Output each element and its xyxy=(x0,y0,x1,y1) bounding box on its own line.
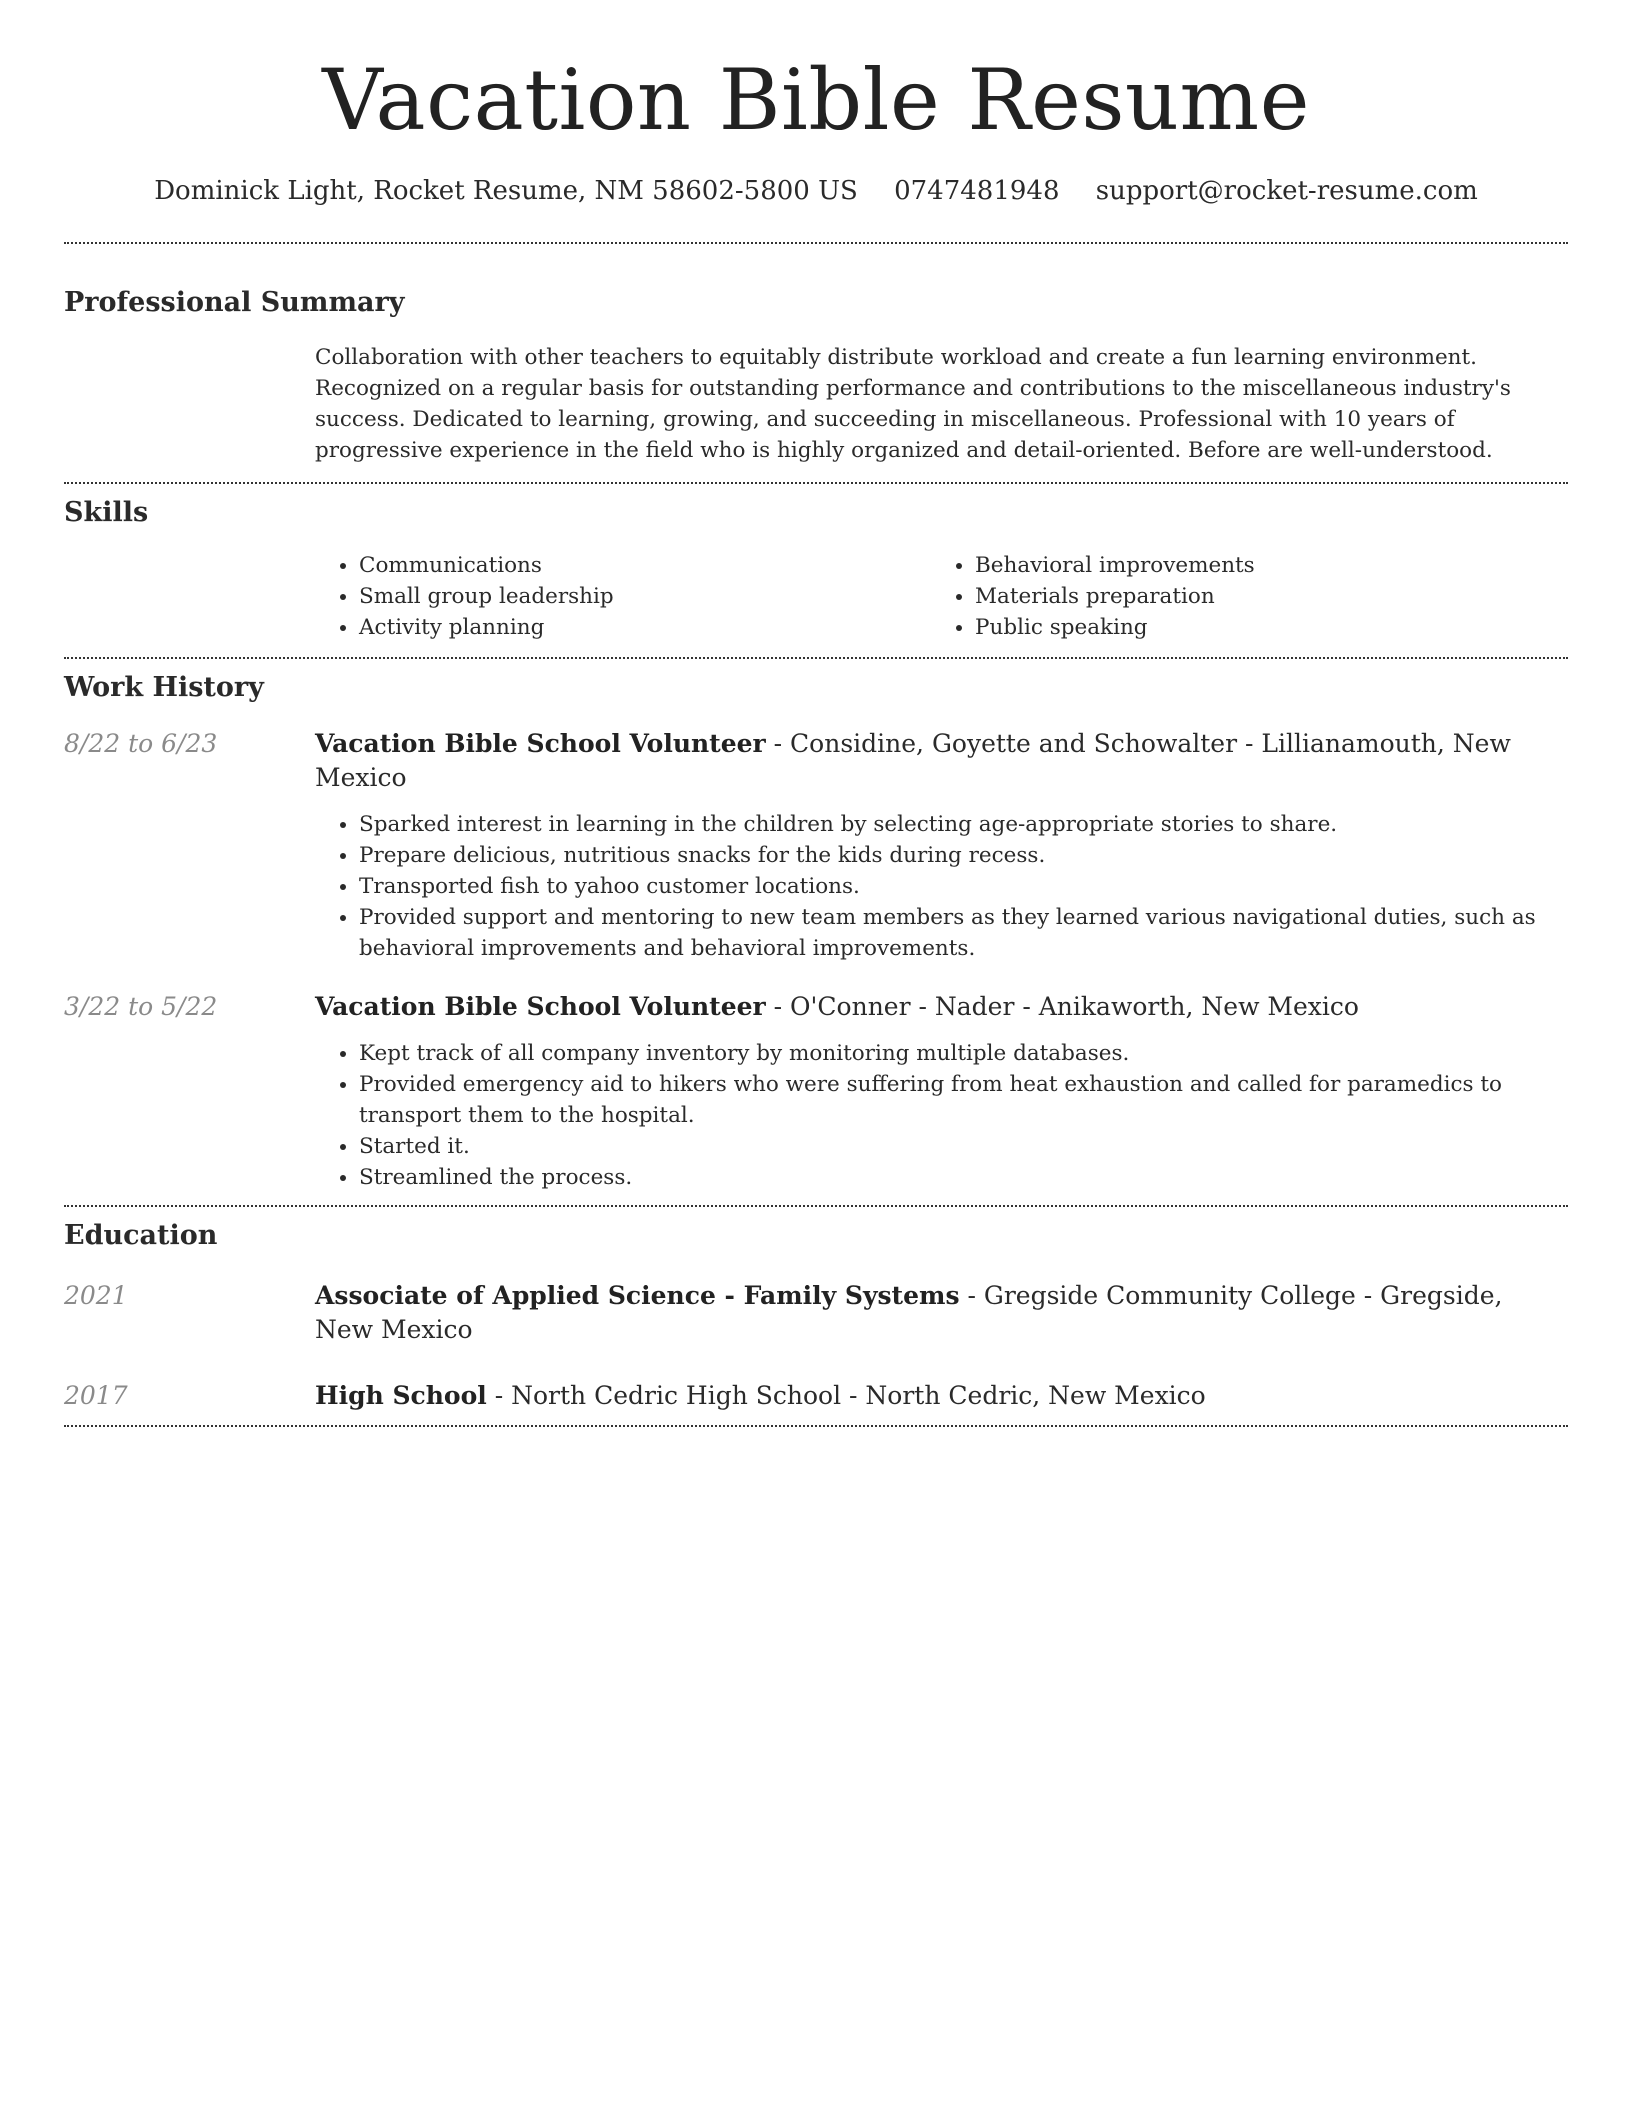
job-bullet: • Sparked interest in learning in the children by selecting age-appropriate stories to share. xyxy=(359,809,1568,840)
skill-item: • Materials preparation xyxy=(975,581,1547,612)
job-bullets xyxy=(315,809,1568,964)
divider xyxy=(64,657,1568,659)
section-title-education: Education xyxy=(64,1220,218,1251)
skills-column-left xyxy=(315,550,931,643)
education-school: - North Cedric High School - North Cedric, New Mexico xyxy=(486,1381,1206,1410)
education-degree: Associate of Applied Science - Family Systems xyxy=(315,1281,960,1310)
job-employer-location: - O'Conner - Nader - Anikaworth, New Mexico xyxy=(765,992,1359,1021)
job-bullet: • Provided support and mentoring to new team members as they learned various navigational duties, such as behavioral improvements and behavioral improvements. xyxy=(359,902,1568,964)
section-title-summary: Professional Summary xyxy=(64,287,405,318)
work-entry-heading xyxy=(315,727,1568,795)
work-entry-body xyxy=(315,990,1568,1205)
skills-column-right xyxy=(931,550,1547,643)
contact-info xyxy=(64,174,1568,208)
education-heading xyxy=(315,1379,1568,1413)
skill-item: • Communications xyxy=(359,550,931,581)
education-heading xyxy=(315,1279,1568,1347)
education-school: - Gregside Community College - Gregside, New Mexico xyxy=(315,1281,1503,1344)
education-entry-body xyxy=(315,1279,1568,1347)
job-bullets xyxy=(315,1038,1568,1193)
section-title-skills: Skills xyxy=(64,497,149,528)
resume-title: Vacation Bible Resume xyxy=(322,51,1310,149)
skill-item: • Behavioral improvements xyxy=(975,550,1547,581)
job-bullet: • Prepare delicious, nutritious snacks for the kids during recess. xyxy=(359,840,1568,871)
education-entry-body xyxy=(315,1379,1568,1413)
education-entry xyxy=(64,1279,1568,1347)
work-entry xyxy=(64,990,1568,1205)
job-bullet: • Started it. xyxy=(359,1131,1568,1162)
skills-list xyxy=(315,550,1568,657)
divider xyxy=(64,1425,1568,1427)
section-title-work-history: Work History xyxy=(64,672,264,703)
summary-text: Collaboration with other teachers to equitably distribute workload and create a fun learning environment. Recognized on a regular basis for outstanding performance and contributions to the miscellaneous industry's success. Dedicated to learning, growing, and succeeding in miscellaneous. Professional with 10 years of progressive experience in the field who is highly organized and detail-oriented. Before are well-understood. xyxy=(315,345,1511,463)
work-dates: 3/22 to 5/22 xyxy=(64,992,218,1021)
work-entry xyxy=(64,727,1568,964)
work-dates: 8/22 to 6/23 xyxy=(64,729,218,758)
education-year: 2017 xyxy=(64,1381,128,1410)
divider xyxy=(64,242,1568,244)
education-entry xyxy=(64,1379,1568,1413)
contact-address: Dominick Light, Rocket Resume, NM 58602-5800 US xyxy=(154,176,858,206)
work-entry-body xyxy=(315,727,1568,964)
education-year: 2021 xyxy=(64,1281,128,1310)
job-employer-location: - Considine, Goyette and Schowalter - Lillianamouth, New Mexico xyxy=(315,729,1511,792)
job-bullet: • Kept track of all company inventory by monitoring multiple databases. xyxy=(359,1038,1568,1069)
contact-phone: 0747481948 xyxy=(894,176,1060,206)
divider xyxy=(64,1205,1568,1207)
education-degree: High School xyxy=(315,1381,487,1410)
job-bullet: • Transported fish to yahoo customer locations. xyxy=(359,871,1568,902)
job-role: Vacation Bible School Volunteer xyxy=(315,992,766,1021)
skill-item: • Small group leadership xyxy=(359,581,931,612)
skill-item: • Activity planning xyxy=(359,612,931,643)
contact-email: support@rocket-resume.com xyxy=(1095,176,1478,206)
job-role: Vacation Bible School Volunteer xyxy=(315,729,766,758)
job-bullet: • Streamlined the process. xyxy=(359,1162,1568,1193)
divider xyxy=(64,482,1568,484)
work-entry-heading xyxy=(315,990,1568,1024)
skill-item: • Public speaking xyxy=(975,612,1547,643)
job-bullet: • Provided emergency aid to hikers who were suffering from heat exhaustion and called for paramedics to transport them to the hospital. xyxy=(359,1069,1568,1131)
